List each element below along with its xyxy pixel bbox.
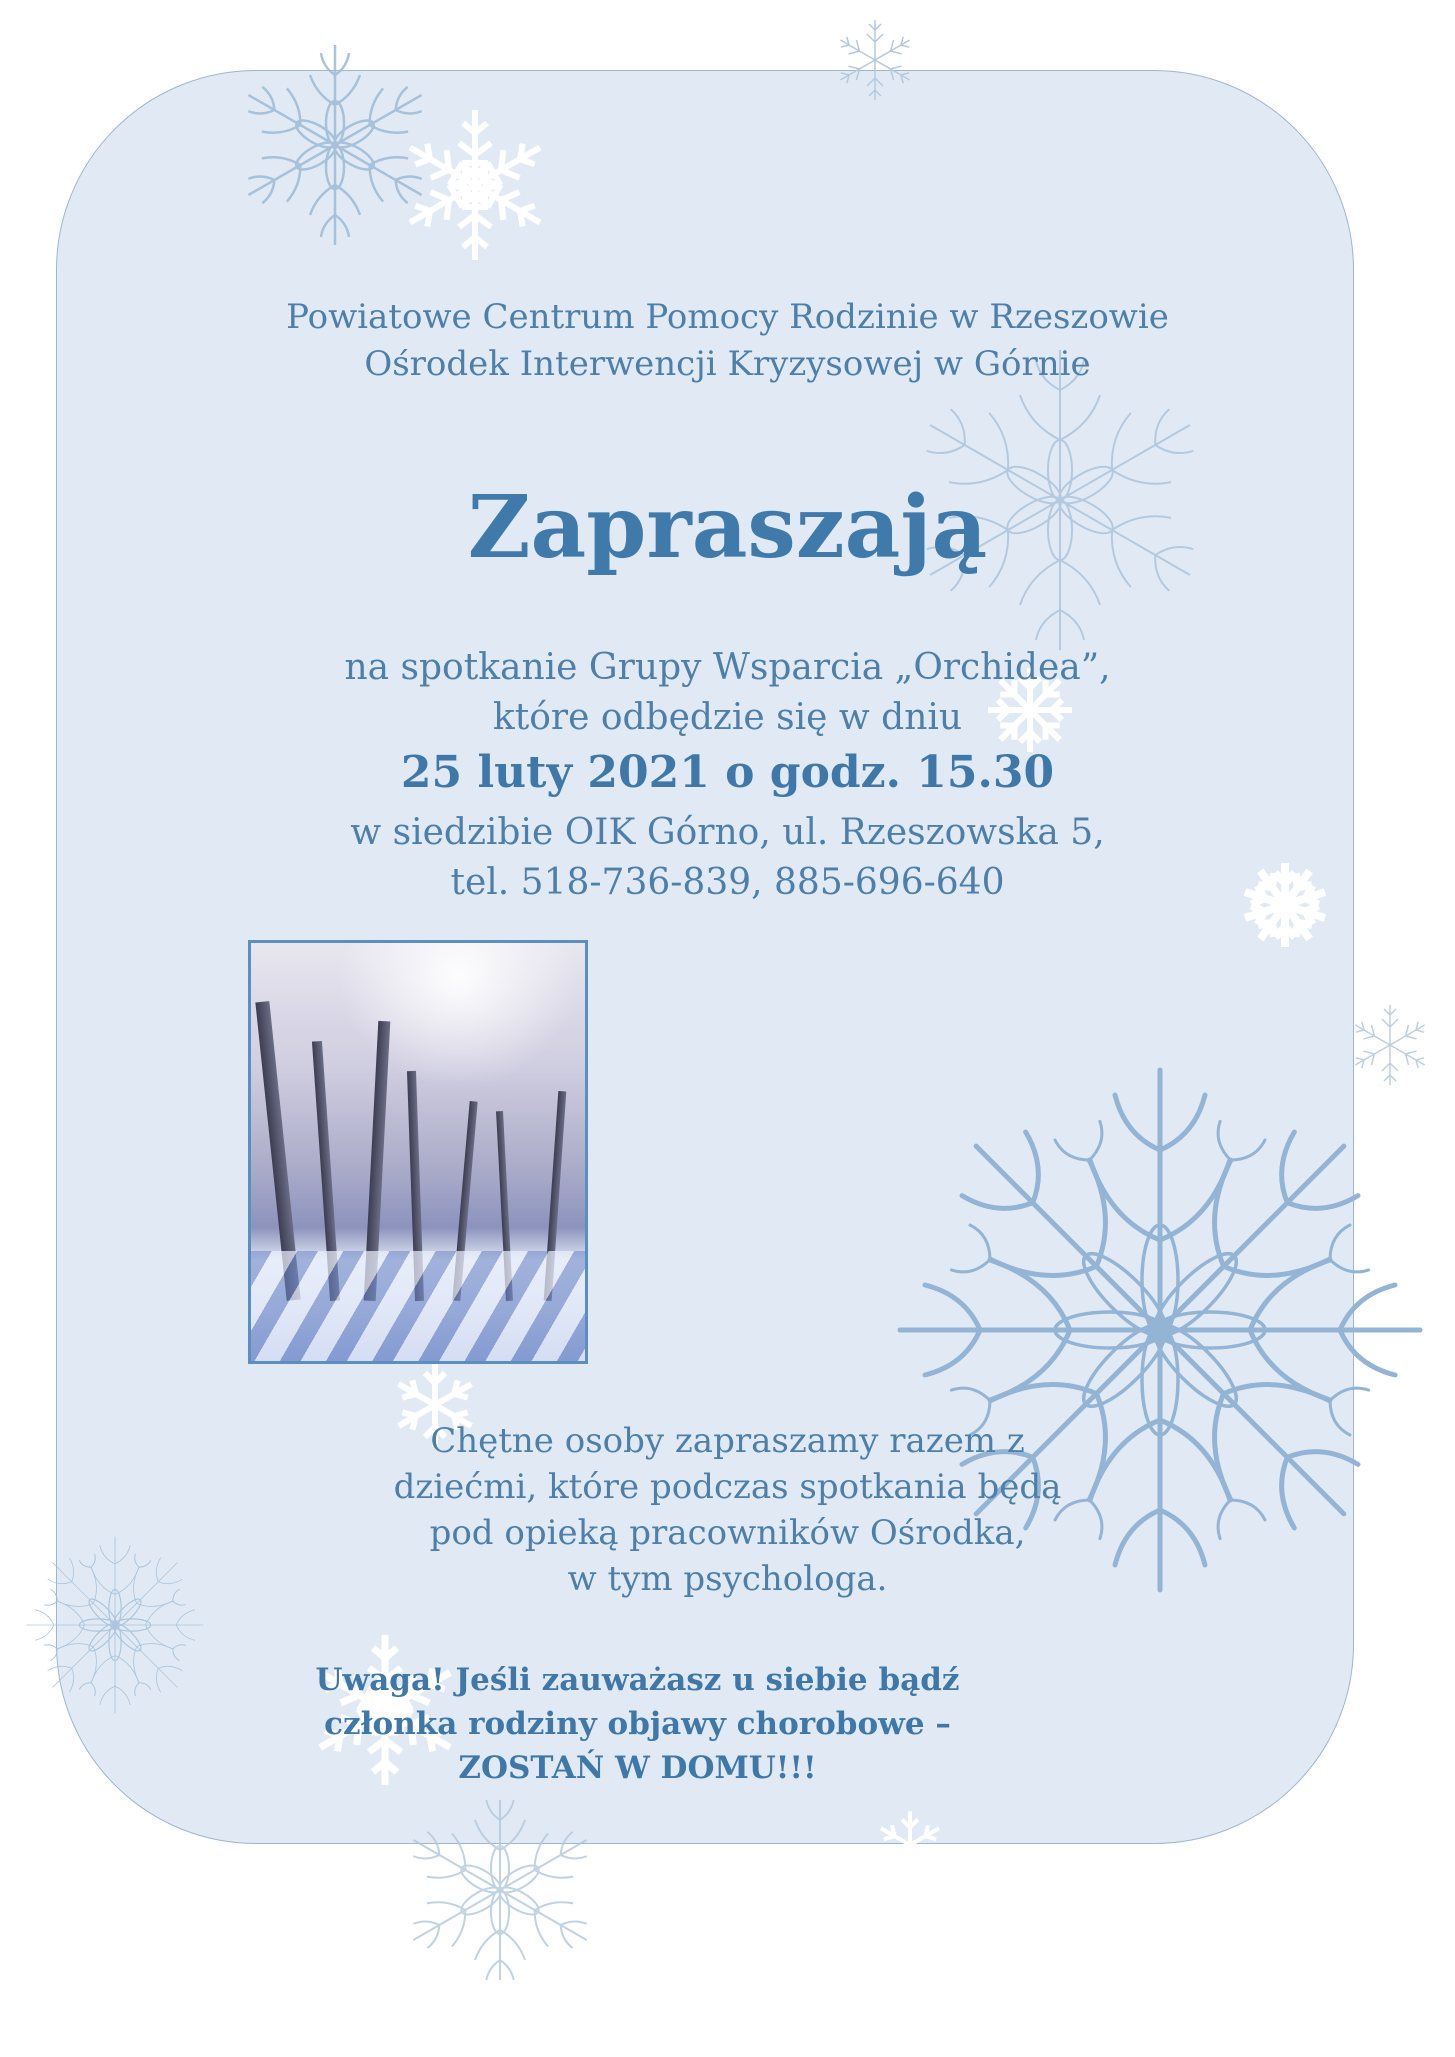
health-warning bbox=[0, 1658, 1365, 1790]
page-title: Zapraszają bbox=[467, 477, 988, 578]
children-note-line-2: dziećmi, które podczas spotkania będą bbox=[393, 1467, 1062, 1507]
organizer-line-2: Ośrodek Interwencji Kryzysowej w Górnie bbox=[364, 344, 1091, 384]
organizer-line-1: Powiatowe Centrum Pomocy Rodzinie w Rzeszowie bbox=[286, 297, 1169, 337]
children-note bbox=[0, 1418, 1455, 1602]
winter-forest-photo bbox=[248, 940, 588, 1364]
children-note-line-4: w tym psychologa. bbox=[567, 1559, 888, 1599]
invitation-line-1: na spotkanie Grupy Wsparcia „Orchidea”, bbox=[344, 647, 1111, 688]
warning-line-2: członka rodziny objawy chorobowe – bbox=[324, 1706, 951, 1742]
children-note-line-3: pod opieką pracowników Ośrodka, bbox=[429, 1513, 1026, 1553]
warning-line-1: Uwaga! Jeśli zauważasz u siebie bądź bbox=[315, 1662, 960, 1698]
organizers bbox=[0, 294, 1455, 388]
event-date-time: 25 luty 2021 o godz. 15.30 bbox=[400, 747, 1055, 798]
contact-phones: tel. 518-736-839, 885-696-640 bbox=[450, 862, 1005, 903]
invitation-intro bbox=[0, 643, 1455, 743]
warning-line-3: ZOSTAŃ W DOMU!!! bbox=[458, 1750, 817, 1786]
event-location bbox=[0, 808, 1455, 908]
snowflake-icon bbox=[1340, 995, 1440, 1095]
invitation-line-2: które odbędzie się w dniu bbox=[492, 697, 963, 738]
location-address: w siedzibie OIK Górno, ul. Rzeszowska 5, bbox=[350, 812, 1105, 853]
children-note-line-1: Chętne osoby zapraszamy razem z bbox=[430, 1421, 1025, 1461]
